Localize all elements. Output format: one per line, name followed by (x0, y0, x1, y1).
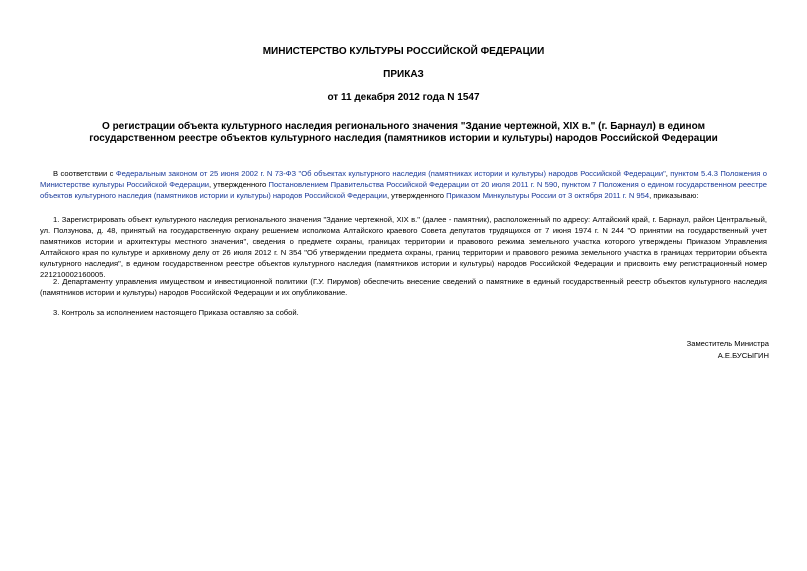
basis-text: , утвержденного (386, 191, 447, 200)
basis-paragraph (40, 168, 767, 201)
document-date-number: от 11 декабря 2012 года N 1547 (327, 92, 480, 103)
signature-block (687, 338, 769, 362)
basis-text: , (557, 180, 562, 189)
basis-text: , (665, 169, 671, 178)
signer-name: А.Е.БУСЫГИН (717, 351, 769, 360)
signer-position: Заместитель Министра (686, 339, 769, 348)
basis-text: , утвержденного (209, 180, 269, 189)
paragraph-2: 2. Департаменту управления имуществом и инвестиционной политики (Г.У. Пирумов) обеспечить внесение сведений о памятнике в единый государственный реестр объектов культурного наследия (памятников истории и культуры) народов Российской Федерации и их опубликование. (40, 277, 767, 297)
link-registry-regulation[interactable]: пунктом 7 Положения о едином государственном реестре объектов культурного наследия (памятников истории и культуры) народов Российской Федерации (40, 180, 767, 200)
link-ministry-regulation[interactable]: пунктом 5.4.3 Положения о Министерстве культуры Российской Федерации (40, 169, 767, 189)
document-type: ПРИКАЗ (383, 69, 424, 80)
ministry-name: МИНИСТЕРСТВО КУЛЬТУРЫ РОССИЙСКОЙ ФЕДЕРАЦИИ (262, 46, 545, 57)
document-title: О регистрации объекта культурного наследия регионального значения "Здание чертежной, XIX в." (г. Барнаул) в едином государственном реестре объектов культурного наследия (памятников истории и культуры) народов Российской Федерации (89, 121, 718, 144)
paragraph-1: 1. Зарегистрировать объект культурного наследия регионального значения "Здание чертежной, XIX в." (далее - памятник), расположенный по адресу: Алтайский край, г. Барнаул, район Центральный, ул. Ползунова, д. 48, принятый на государственную охрану решением исполкома Алтайского краевого Совета депутатов трудящихся от 7 июня 1974 г. N 244 "О принятии на государственный учет памятников истории и архитектуры местного значения", сведения о предмете охраны, границах территории и правового режима земельного участка которого утверждены Приказом Управления Алтайского края по культуре и архивному делу от 26 июля 2012 г. N 354 "Об утверждении предмета охраны, границ территории и правового режима земельного участка в границах территории объекта культурного наследия", в едином государственном реестре объектов культурного наследия (памятников истории и культуры) народов Российской Федерации и присвоить ему регистрационный номер 221210002160005. (40, 215, 767, 279)
basis-text: , приказываю: (649, 191, 699, 200)
link-government-resolution[interactable]: Постановлением Правительства Российской Федерации от 20 июля 2011 г. N 590 (268, 180, 558, 189)
link-ministry-order[interactable]: Приказом Минкультуры России от 3 октября 2011 г. N 954 (446, 191, 650, 200)
paragraph-3: 3. Контроль за исполнением настоящего Приказа оставляю за собой. (53, 308, 299, 317)
link-federal-law[interactable]: Федеральным законом от 25 июня 2002 г. N 73-ФЗ "Об объектах культурного наследия (памятниках истории и культуры) народов Российской Федерации" (115, 169, 666, 178)
basis-text: В соответствии с (53, 169, 116, 178)
